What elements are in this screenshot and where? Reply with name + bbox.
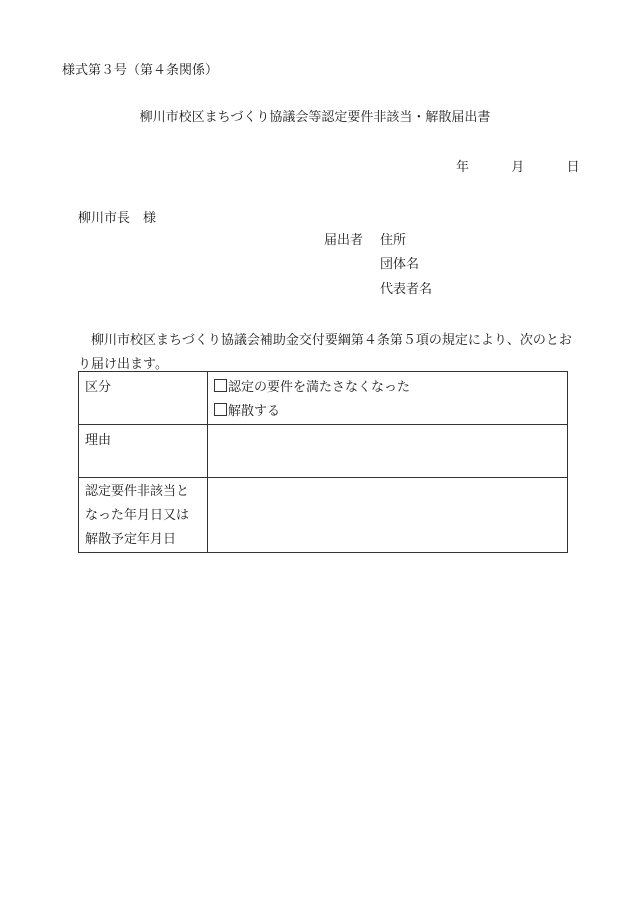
checkbox-icon[interactable] (214, 403, 227, 416)
date-month: 月 (511, 160, 525, 175)
checkbox-icon[interactable] (214, 379, 227, 392)
table-row (79, 425, 568, 478)
reason-field[interactable] (208, 425, 568, 478)
category-label: 区分 (79, 372, 208, 425)
addressee: 柳川市長 様 (78, 211, 157, 226)
table-row (79, 372, 568, 425)
address-label: 住所 (380, 233, 407, 248)
option-dissolve[interactable]: 解散する (214, 400, 561, 424)
table-row (79, 478, 568, 553)
representative-label: 代表者名 (380, 282, 433, 297)
category-options (208, 372, 568, 425)
form-number: 様式第３号（第４条関係） (62, 63, 219, 78)
option-requirements-unmet[interactable]: 認定の要件を満たさなくなった (214, 376, 561, 400)
applicant-label: 届出者 (324, 233, 364, 248)
date-line (456, 161, 580, 174)
document-title: 柳川市校区まちづくり協議会等認定要件非該当・解散届出書 (139, 110, 491, 125)
body-text: 柳川市校区まちづくり協議会補助金交付要綱第４条第５項の規定により、次のとおり届け出ます。 (78, 333, 572, 372)
date-field[interactable] (208, 478, 568, 553)
date-label: 認定要件非該当と なった年月日又は 解散予定年月日 (79, 478, 208, 553)
date-year: 年 (456, 160, 470, 175)
notification-table (78, 371, 568, 553)
date-day: 日 (566, 160, 580, 175)
group-name-label: 団体名 (380, 257, 420, 272)
reason-label: 理由 (79, 425, 208, 478)
